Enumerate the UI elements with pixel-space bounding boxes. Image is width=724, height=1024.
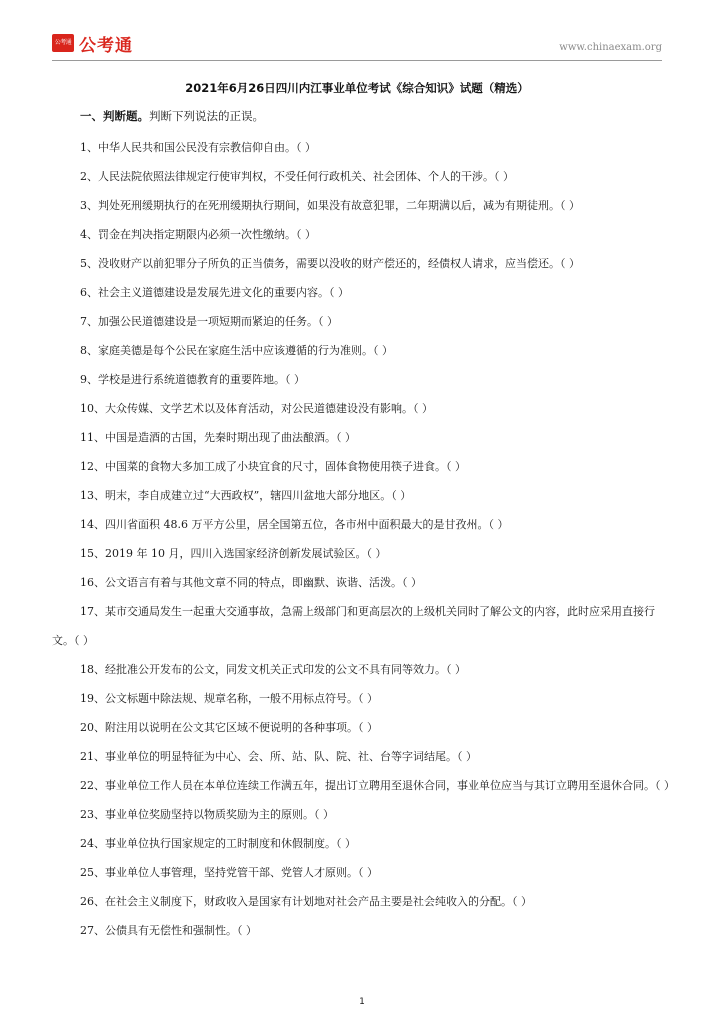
question-item: 25、事业单位人事管理，坚持党管干部、党管人才原则。（ ） [80,866,378,879]
logo-icon: 公考通 [52,34,74,52]
question-item: 18、经批准公开发布的公文，同发文机关正式印发的公文不具有同等效力。（ ） [80,663,466,676]
question-item: 8、家庭美德是每个公民在家庭生活中应该遵循的行为准则。（ ） [80,344,393,357]
question-item: 9、学校是进行系统道德教育的重要阵地。（ ） [80,373,305,386]
question-list [52,133,675,945]
question-item: 20、附注用以说明在公文其它区域不便说明的各种事项。（ ） [80,721,378,734]
question-item: 27、公债具有无偿性和强制性。（ ） [80,924,257,937]
question-item: 21、事业单位的明显特征为中心、会、所、站、队、院、社、台等字词结尾。（ ） [80,750,477,763]
header-divider [52,60,662,61]
question-item: 15、2019 年 10 月，四川入选国家经济创新发展试验区。（ ） [80,547,387,560]
question-item: 10、大众传媒、文学艺术以及体育活动，对公民道德建设没有影响。（ ） [80,402,433,415]
question-item: 12、中国菜的食物大多加工成了小块宜食的尺寸，固体食物使用筷子进食。（ ） [80,460,466,473]
question-item: 2、人民法院依照法律规定行使审判权，不受任何行政机关、社会团体、个人的干涉。（ ） [80,170,514,183]
question-item: 6、社会主义道德建设是发展先进文化的重要内容。（ ） [80,286,349,299]
question-item: 3、判处死刑缓期执行的在死刑缓期执行期间，如果没有故意犯罪，二年期满以后，减为有期徒刑。（ ） [80,199,580,212]
section-instruction: 判断下列说法的正误。 [149,109,264,123]
question-item: 5、没收财产以前犯罪分子所负的正当债务，需要以没收的财产偿还的，经债权人请求，应当偿还。（ ） [80,257,580,270]
page-number: 1 [359,997,365,1007]
document-title: 2021年6月26日四川内江事业单位考试《综合知识》试题（精选） [185,81,529,95]
logo-text: 公考通 [79,36,133,56]
question-item: 19、公文标题中除法规、规章名称，一般不用标点符号。（ ） [80,692,378,705]
question-item: 14、四川省面积 48.6 万平方公里，居全国第五位，各市州中面积最大的是甘孜州。（ ） [80,518,509,531]
section-heading [80,108,264,124]
question-item: 4、罚金在判决指定期限内必须一次性缴纳。（ ） [80,228,316,241]
page-header [52,30,662,62]
question-item: 11、中国是造酒的古国，先秦时期出现了曲法酿酒。（ ） [80,431,356,444]
question-item: 17、某市交通局发生一起重大交通事故，急需上级部门和更高层次的上级机关同时了解公文的内容，此时应采用直接行文。（ ） [52,605,655,647]
section-label: 一、判断题。 [80,109,149,123]
question-item: 7、加强公民道德建设是一项短期而紧迫的任务。（ ） [80,315,338,328]
question-item: 1、中华人民共和国公民没有宗教信仰自由。（ ） [80,141,316,154]
question-item: 16、公文语言有着与其他文章不同的特点，即幽默、诙谐、活泼。（ ） [80,576,422,589]
site-url[interactable]: www.chinaexam.org [559,42,662,53]
question-item: 23、事业单位奖励坚持以物质奖励为主的原则。（ ） [80,808,334,821]
question-item: 26、在社会主义制度下，财政收入是国家有计划地对社会产品主要是社会纯收入的分配。（ ） [80,895,532,908]
question-item: 13、明末，李自成建立过“大西政权”，辖四川盆地大部分地区。（ ） [80,489,412,502]
question-item: 24、事业单位执行国家规定的工时制度和休假制度。（ ） [80,837,356,850]
question-item: 22、事业单位工作人员在本单位连续工作满五年，提出订立聘用至退休合同，事业单位应当与其订立聘用至退休合同。（ ） [80,779,675,792]
